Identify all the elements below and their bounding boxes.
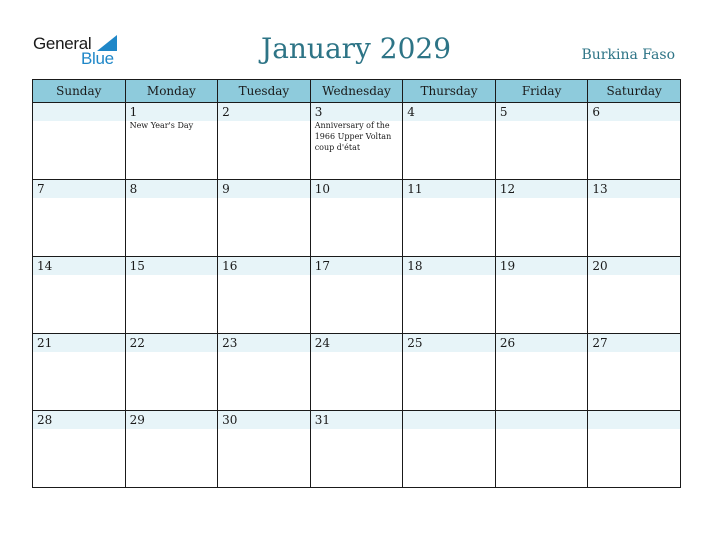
day-cell: [125, 103, 218, 180]
day-number: 21: [37, 336, 53, 350]
day-number: 22: [129, 336, 145, 350]
day-cell: [218, 180, 311, 257]
week-row: [33, 103, 681, 180]
day-number: 2: [222, 105, 230, 119]
logo-text-blue: Blue: [81, 49, 114, 68]
day-cell: [588, 257, 681, 334]
day-cell: [310, 334, 403, 411]
day-cell: [125, 411, 218, 488]
day-cell: [218, 257, 311, 334]
day-cell: [218, 103, 311, 180]
day-number: 23: [222, 336, 238, 350]
day-number: 16: [222, 259, 238, 273]
weekday-header: Thursday: [403, 80, 496, 103]
country-label: Burkina Faso: [581, 47, 675, 63]
day-number: 28: [37, 413, 53, 427]
day-number: 4: [407, 105, 415, 119]
day-number: 7: [37, 182, 45, 196]
day-cell: [310, 103, 403, 180]
day-number: 18: [407, 259, 423, 273]
day-number: 9: [222, 182, 230, 196]
day-cell: [495, 103, 588, 180]
day-number: 25: [407, 336, 423, 350]
day-cell: [588, 103, 681, 180]
logo-text-general: General: [33, 34, 92, 53]
day-cell: [495, 411, 588, 488]
day-number: 15: [129, 259, 145, 273]
day-cell: [495, 257, 588, 334]
page-title: January 2029: [260, 32, 452, 65]
day-number-band: [588, 411, 680, 429]
day-cell: [403, 334, 496, 411]
weekday-header: Monday: [125, 80, 218, 103]
day-cell: [403, 103, 496, 180]
day-number: 13: [592, 182, 608, 196]
day-cell: [33, 103, 126, 180]
holiday-label: New Year's Day: [129, 121, 194, 130]
day-number: 10: [314, 182, 330, 196]
weekday-header: Tuesday: [218, 80, 311, 103]
day-cell: [310, 411, 403, 488]
month-calendar: [32, 79, 681, 488]
day-number: 8: [129, 182, 138, 196]
day-cell: [403, 180, 496, 257]
day-number: 27: [592, 336, 608, 350]
day-number: 17: [314, 259, 330, 273]
day-number-band: [33, 103, 125, 121]
day-cell: [495, 180, 588, 257]
weekday-header: Friday: [495, 80, 588, 103]
day-number-band: [496, 411, 588, 429]
day-cell: [588, 180, 681, 257]
week-row: [33, 180, 681, 257]
day-number: 5: [499, 105, 508, 119]
day-cell: [310, 180, 403, 257]
day-number: [588, 411, 680, 413]
day-cell: [588, 334, 681, 411]
day-number: [33, 103, 125, 105]
day-cell: [403, 411, 496, 488]
day-cell: [218, 334, 311, 411]
day-number: 24: [314, 336, 330, 350]
day-cell: [33, 411, 126, 488]
holiday-label: Anniversary of the 1966 Upper Voltan coup d'état: [314, 121, 392, 152]
day-number: 14: [37, 259, 53, 273]
day-number: [496, 411, 588, 413]
day-number: 30: [222, 413, 238, 427]
day-number: 6: [592, 105, 601, 119]
day-cell: [33, 180, 126, 257]
weekday-header-row: [33, 80, 681, 103]
day-cell: [33, 334, 126, 411]
day-cell: [218, 411, 311, 488]
day-number: 12: [499, 182, 516, 196]
day-cell: [125, 257, 218, 334]
day-number: 19: [499, 259, 516, 273]
day-number: 29: [129, 413, 145, 427]
day-cell: [588, 411, 681, 488]
day-cell: [33, 257, 126, 334]
day-cell: [310, 257, 403, 334]
weekday-header: Sunday: [33, 80, 126, 103]
week-row: [33, 334, 681, 411]
day-number: 20: [592, 259, 608, 273]
day-cell: [125, 334, 218, 411]
week-row: [33, 411, 681, 488]
day-cell: [495, 334, 588, 411]
day-cell: [125, 180, 218, 257]
weekday-header: Wednesday: [310, 80, 403, 103]
day-number: 31: [314, 413, 330, 427]
weekday-header: Saturday: [588, 80, 681, 103]
week-row: [33, 257, 681, 334]
day-number: [403, 411, 495, 413]
day-number: 11: [407, 182, 423, 196]
day-number: 3: [314, 105, 323, 119]
day-number: 26: [499, 336, 516, 350]
day-number: 1: [129, 105, 138, 119]
day-number-band: [403, 411, 495, 429]
day-cell: [403, 257, 496, 334]
